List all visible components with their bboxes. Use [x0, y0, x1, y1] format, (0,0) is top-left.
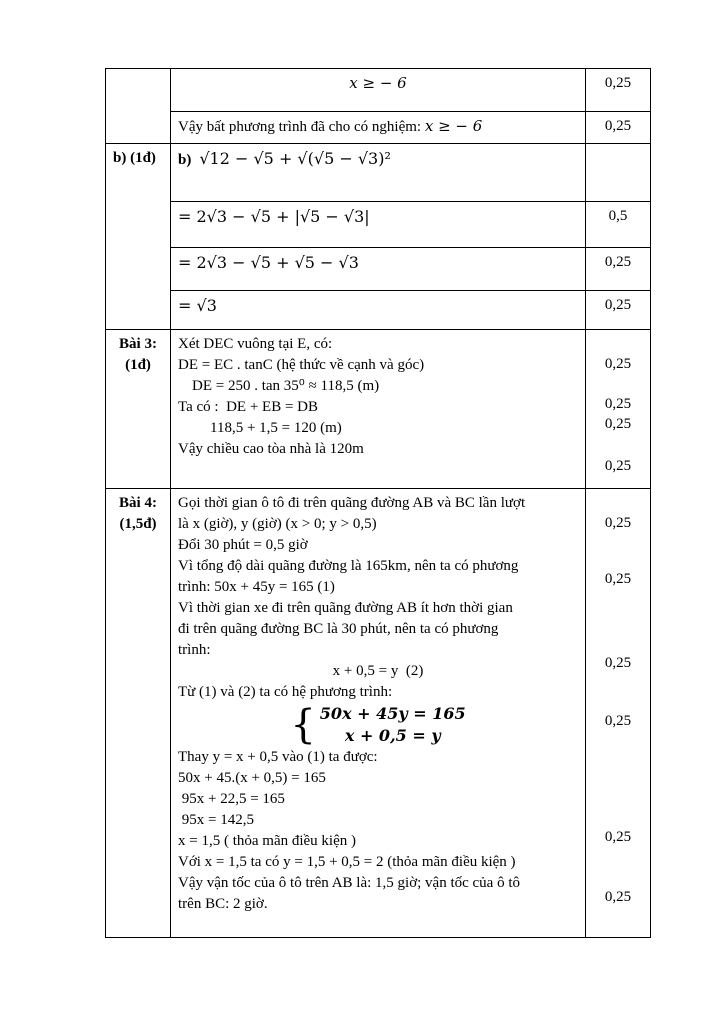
solution-line: 118,5 + 1,5 = 120 (m)	[210, 420, 342, 436]
score-value: 0,25	[604, 118, 632, 134]
solution-line: Đổi 30 phút = 0,5 giờ	[178, 537, 308, 553]
solution-line: trình:	[178, 642, 211, 658]
score-value: 0,25	[604, 396, 632, 412]
question-label-cell-b	[106, 144, 171, 330]
solution-line: Vậy chiều cao tòa nhà là 120m	[178, 441, 364, 457]
solution-line: DE = EC . tanC (hệ thức về cạnh và góc)	[178, 357, 425, 373]
solution-line: x = 1,5 ( thỏa mãn điều kiện )	[178, 833, 357, 849]
system-equations	[320, 703, 466, 747]
score-value: 0,25	[604, 254, 632, 270]
score-value: 0,25	[604, 297, 632, 313]
solution-cell	[171, 144, 586, 202]
table-row	[106, 144, 651, 202]
math-expression: x ≥ − 6	[349, 74, 407, 92]
question-points-label: (1đ)	[125, 357, 151, 373]
solution-line: Từ (1) và (2) ta có hệ phương trình:	[178, 684, 393, 700]
question-points-label: (1,5đ)	[119, 516, 157, 532]
score-cell	[586, 330, 651, 489]
score-cell	[586, 69, 651, 112]
part-label: b)	[178, 152, 192, 168]
question-label-cell-empty	[106, 69, 171, 144]
table-row	[106, 330, 651, 489]
table-row	[106, 489, 651, 938]
solution-line: Xét DEC vuông tại E, có:	[178, 336, 333, 352]
system-equation-2: x + 0,5 = y	[344, 726, 441, 745]
score-value: 0,25	[604, 713, 632, 729]
solution-line: là x (giờ), y (giờ) (x > 0; y > 0,5)	[178, 516, 377, 532]
solution-line: trên BC: 2 giờ.	[178, 896, 268, 912]
question-label-cell-bai3	[106, 330, 171, 489]
system-brace: {	[290, 702, 316, 748]
solution-line: Vậy vận tốc của ô tô trên AB là: 1,5 giờ; vận tốc của ô tô	[178, 875, 521, 891]
solution-line: Vì tổng độ dài quãng đường là 165km, nên ta có phương	[178, 558, 519, 574]
score-cell	[586, 144, 651, 202]
equation-system	[178, 703, 578, 747]
solution-line: DE = 250 . tan 35⁰ ≈ 118,5 (m)	[192, 378, 380, 394]
math-expression: x ≥ − 6	[424, 117, 483, 135]
solution-line: đi trên quãng đường BC là 30 phút, nên ta có phương	[178, 621, 499, 637]
score-value: 0,25	[604, 515, 632, 531]
score-value: 0,25	[604, 655, 632, 671]
solution-line: trình: 50x + 45y = 165 (1)	[178, 579, 335, 595]
table-row	[106, 69, 651, 112]
solution-line: 95x = 142,5	[178, 812, 254, 828]
solution-cell	[171, 291, 586, 330]
system-equation-1: 50x + 45y = 165	[319, 704, 466, 723]
score-value: 0,25	[604, 829, 632, 845]
math-expression: = 2√3 − √5 + |√5 − √3|	[178, 207, 370, 226]
score-value: 0,25	[604, 75, 632, 91]
score-cell	[586, 291, 651, 330]
table-row	[106, 202, 651, 248]
question-label: Bài 3:	[119, 336, 157, 352]
question-label-cell-bai4	[106, 489, 171, 938]
score-value: 0,25	[604, 416, 632, 432]
question-label: Bài 4:	[119, 495, 157, 511]
score-cell	[586, 202, 651, 248]
solution-line: Gọi thời gian ô tô đi trên quãng đường AB và BC lần lượt	[178, 495, 526, 511]
solution-cell	[171, 489, 586, 938]
solution-cell	[171, 69, 586, 112]
solution-line: Với x = 1,5 ta có y = 1,5 + 0,5 = 2 (thỏa mãn điều kiện )	[178, 854, 516, 870]
solution-cell	[171, 330, 586, 489]
table-row	[106, 112, 651, 144]
table-row	[106, 248, 651, 291]
solution-cell	[171, 248, 586, 291]
math-expression: √12 − √5 + √(√5 − √3)²	[199, 149, 391, 168]
solution-line: Thay y = x + 0,5 vào (1) ta được:	[178, 749, 378, 765]
score-value: 0,5	[608, 208, 628, 224]
math-expression: = 2√3 − √5 + √5 − √3	[178, 253, 359, 272]
solution-line: Vì thời gian xe đi trên quãng đường AB ít hơn thời gian	[178, 600, 513, 616]
solution-line: 95x + 22,5 = 165	[178, 791, 285, 807]
table-row	[106, 291, 651, 330]
solution-line-equation: x + 0,5 = y (2)	[332, 663, 424, 679]
solution-cell	[171, 202, 586, 248]
question-label: b) (1đ)	[113, 150, 156, 166]
conclusion-text: Vậy bất phương trình đã cho có nghiệm:	[178, 119, 425, 135]
solution-line: Ta có : DE + EB = DB	[178, 399, 319, 415]
score-value: 0,25	[604, 458, 632, 474]
solution-cell	[171, 112, 586, 144]
answer-key-table	[105, 68, 651, 938]
score-cell	[586, 112, 651, 144]
score-cell	[586, 248, 651, 291]
score-value: 0,25	[604, 889, 632, 905]
score-value: 0,25	[604, 571, 632, 587]
math-expression: = √3	[178, 296, 217, 315]
score-value: 0,25	[604, 356, 632, 372]
score-cell	[586, 489, 651, 938]
solution-line: 50x + 45.(x + 0,5) = 165	[178, 770, 326, 786]
